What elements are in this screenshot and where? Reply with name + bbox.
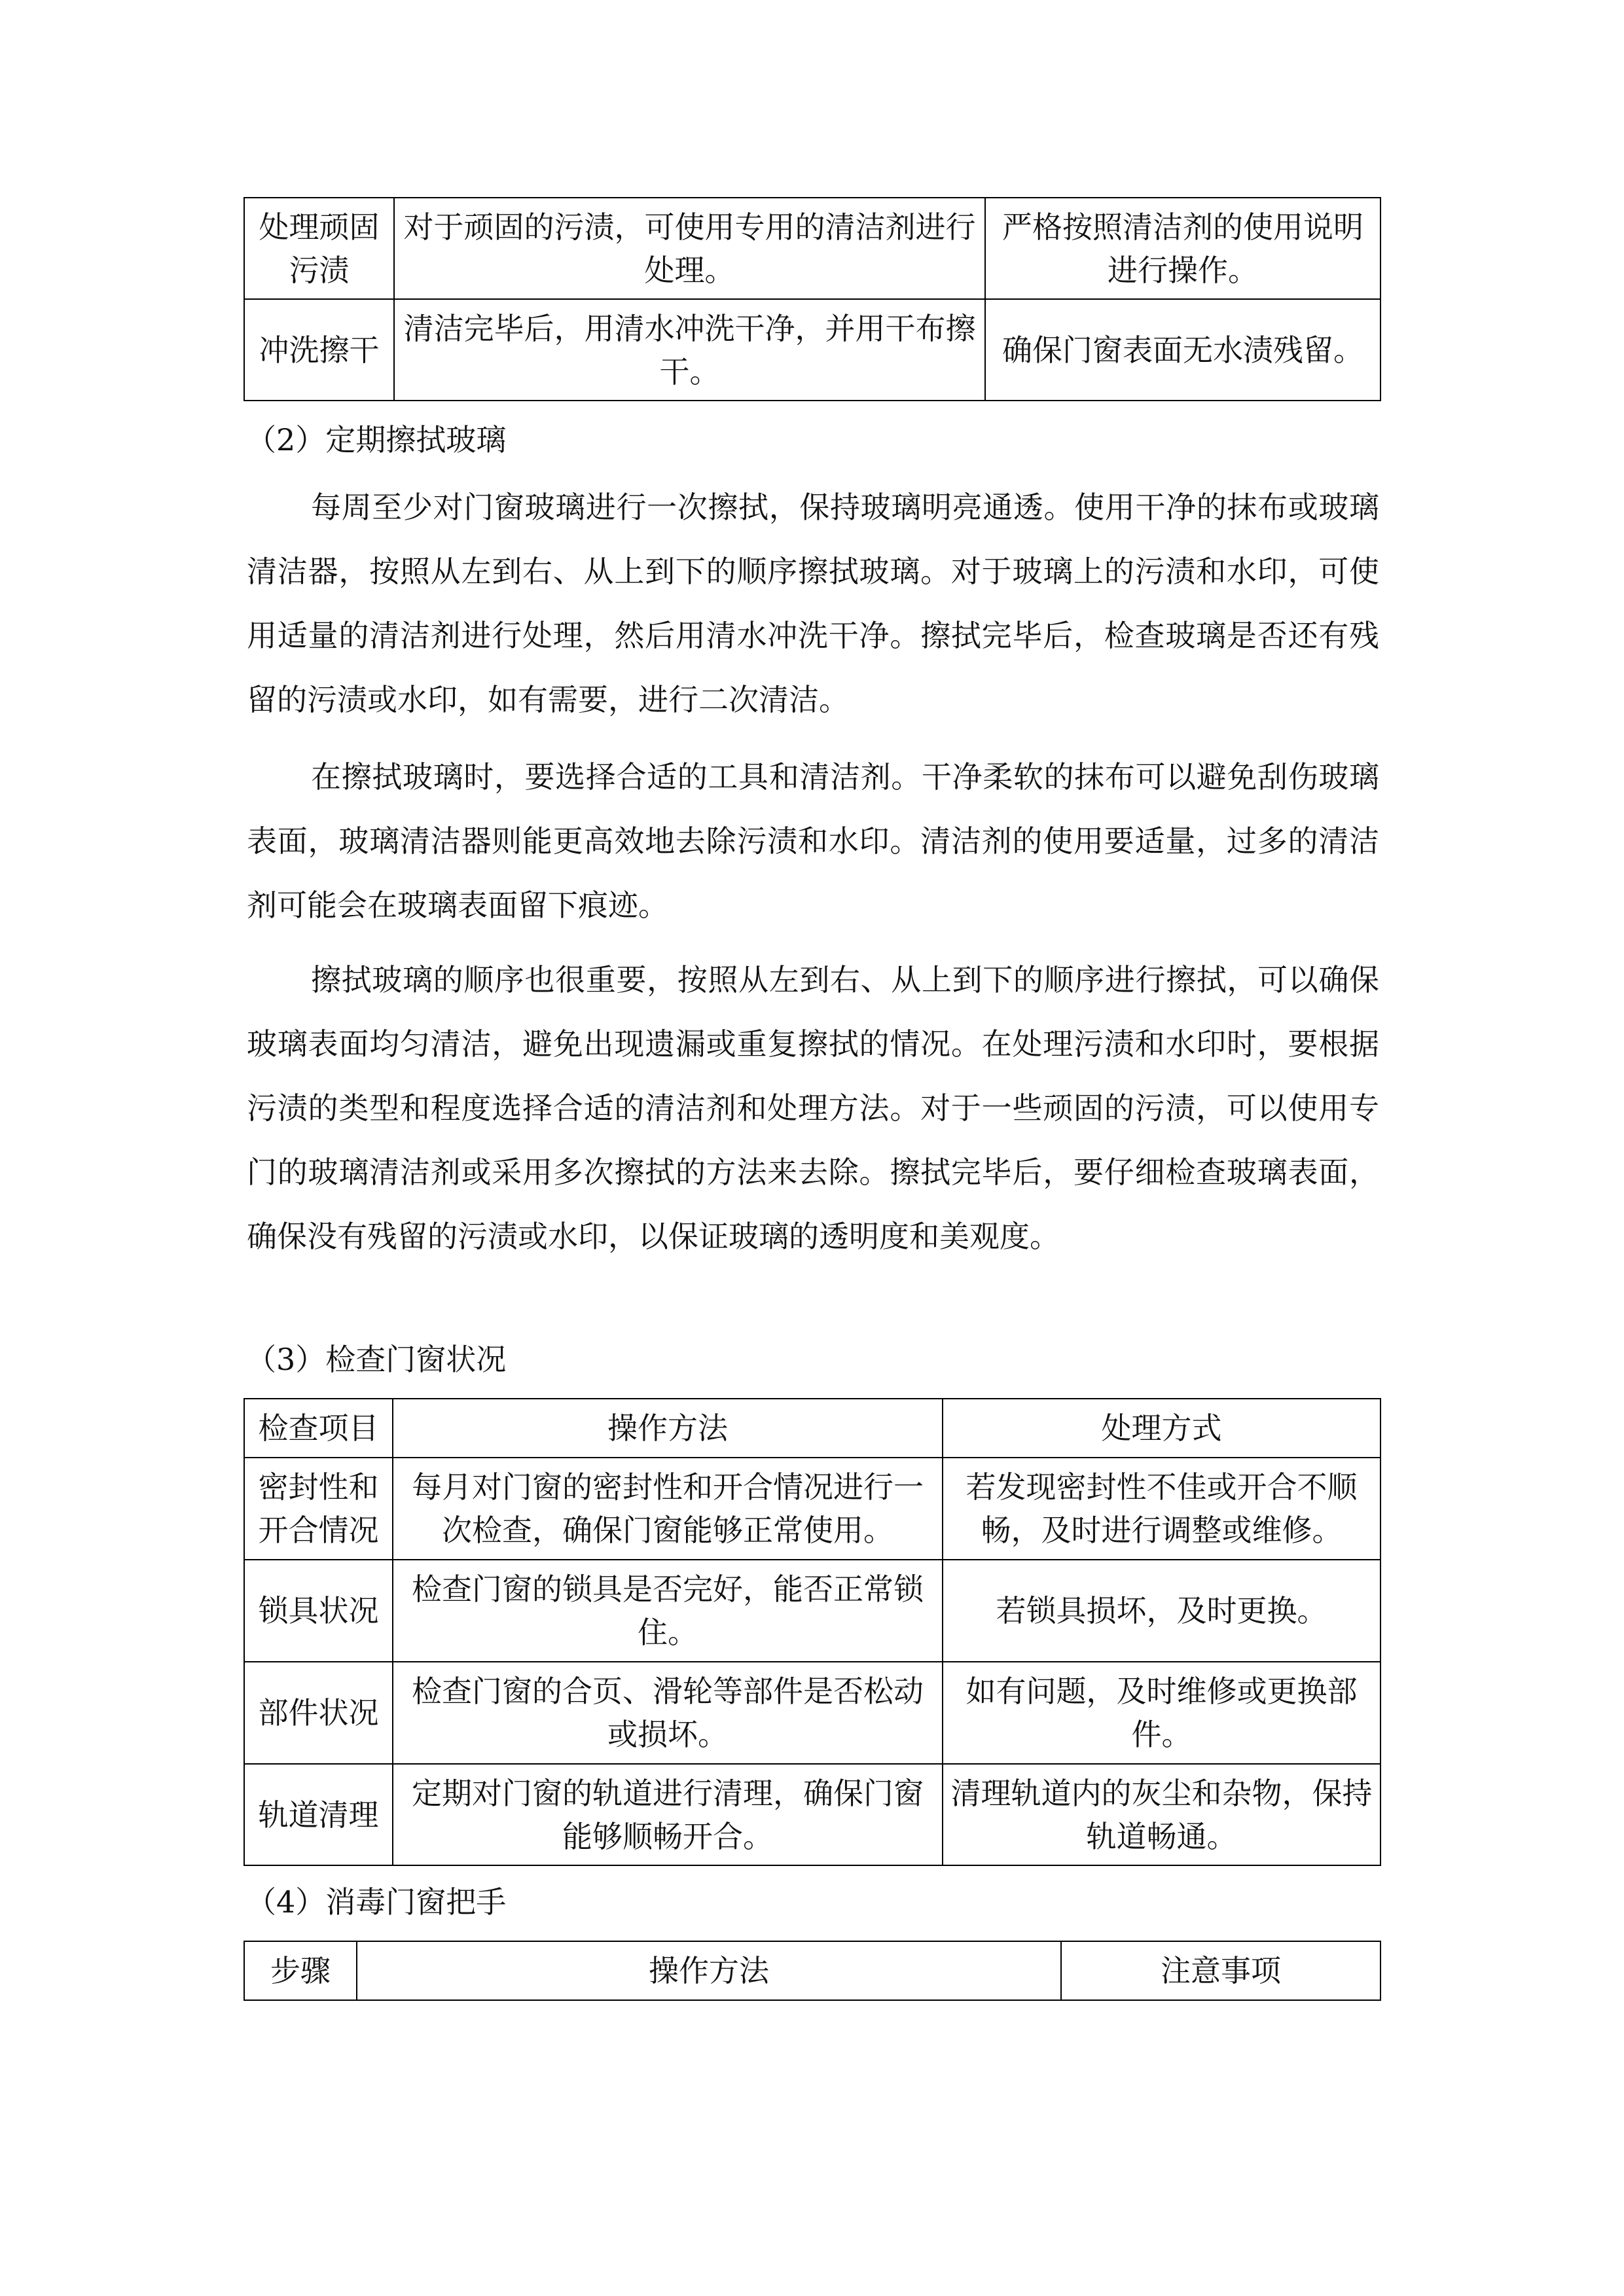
table-cell-method: 检查门窗的合页、滑轮等部件是否松动或损坏。 xyxy=(393,1662,943,1764)
table-cell-item: 处理顽固污渍 xyxy=(244,198,394,299)
section-heading-disinfect: （4）消毒门窗把手 xyxy=(246,1884,507,1920)
table-row xyxy=(244,1560,1380,1662)
paragraph: 在擦拭玻璃时，要选择合适的工具和清洁剂。干净柔软的抹布可以避免刮伤玻璃表面，玻璃清洁器则能更高效地去除污渍和水印。清洁剂的使用要适量，过多的清洁剂可能会在玻璃表面留下痕迹。 xyxy=(247,759,1379,923)
table-cell-item: 轨道清理 xyxy=(244,1764,393,1865)
table-cell-note: 确保门窗表面无水渍残留。 xyxy=(985,299,1380,401)
table-cell-method: 每月对门窗的密封性和开合情况进行一次检查，确保门窗能够正常使用。 xyxy=(393,1458,943,1560)
table-header-action: 处理方式 xyxy=(943,1399,1380,1458)
table-row xyxy=(244,1662,1380,1764)
table-cell-method: 对于顽固的污渍，可使用专用的清洁剂进行处理。 xyxy=(394,198,985,299)
table-cell-method: 检查门窗的锁具是否完好，能否正常锁住。 xyxy=(393,1560,943,1662)
disinfect-table xyxy=(244,1941,1381,2001)
table-header-row xyxy=(244,1941,1380,2000)
table-header-step: 步骤 xyxy=(244,1941,357,2000)
table-header-row xyxy=(244,1399,1380,1458)
table-cell-item: 部件状况 xyxy=(244,1662,393,1764)
paragraph: 每周至少对门窗玻璃进行一次擦拭，保持玻璃明亮通透。使用干净的抹布或玻璃清洁器，按照从左到右、从上到下的顺序擦拭玻璃。对于玻璃上的污渍和水印，可使用适量的清洁剂进行处理，然后用清水冲洗干净。擦拭完毕后，检查玻璃是否还有残留的污渍或水印，如有需要，进行二次清洁。 xyxy=(247,490,1379,717)
table-cell-action: 清理轨道内的灰尘和杂物，保持轨道畅通。 xyxy=(943,1764,1380,1865)
table-header-method: 操作方法 xyxy=(357,1941,1061,2000)
table-cell-item: 锁具状况 xyxy=(244,1560,393,1662)
table-cell-item: 密封性和开合情况 xyxy=(244,1458,393,1560)
inspection-table xyxy=(244,1398,1381,1866)
table-cell-note: 严格按照清洁剂的使用说明进行操作。 xyxy=(985,198,1380,299)
table-header-item: 检查项目 xyxy=(244,1399,393,1458)
table-cell-method: 清洁完毕后，用清水冲洗干净，并用干布擦干。 xyxy=(394,299,985,401)
table-row xyxy=(244,1458,1380,1560)
table-row xyxy=(244,299,1380,401)
table-header-method: 操作方法 xyxy=(393,1399,943,1458)
table-row xyxy=(244,198,1380,299)
table-cell-action: 若发现密封性不佳或开合不顺畅，及时进行调整或维修。 xyxy=(943,1458,1380,1560)
table-cell-method: 定期对门窗的轨道进行清理，确保门窗能够顺畅开合。 xyxy=(393,1764,943,1865)
table-cell-action: 若锁具损坏，及时更换。 xyxy=(943,1560,1380,1662)
table-header-notes: 注意事项 xyxy=(1061,1941,1380,2000)
cleaning-table xyxy=(244,197,1381,401)
table-cell-item: 冲洗擦干 xyxy=(244,299,394,401)
section-heading-wipe-glass: （2）定期擦拭玻璃 xyxy=(246,422,507,457)
paragraph: 擦拭玻璃的顺序也很重要，按照从左到右、从上到下的顺序进行擦拭，可以确保玻璃表面均匀清洁，避免出现遗漏或重复擦拭的情况。在处理污渍和水印时，要根据污渍的类型和程度选择合适的清洁剂和处理方法。对于一些顽固的污渍，可以使用专门的玻璃清洁剂或采用多次擦拭的方法来去除。擦拭完毕后，要仔细检查玻璃表面，确保没有残留的污渍或水印，以保证玻璃的透明度和美观度。 xyxy=(247,962,1379,1254)
table-row xyxy=(244,1764,1380,1865)
table-cell-action: 如有问题，及时维修或更换部件。 xyxy=(943,1662,1380,1764)
section-heading-inspect: （3）检查门窗状况 xyxy=(246,1342,507,1377)
